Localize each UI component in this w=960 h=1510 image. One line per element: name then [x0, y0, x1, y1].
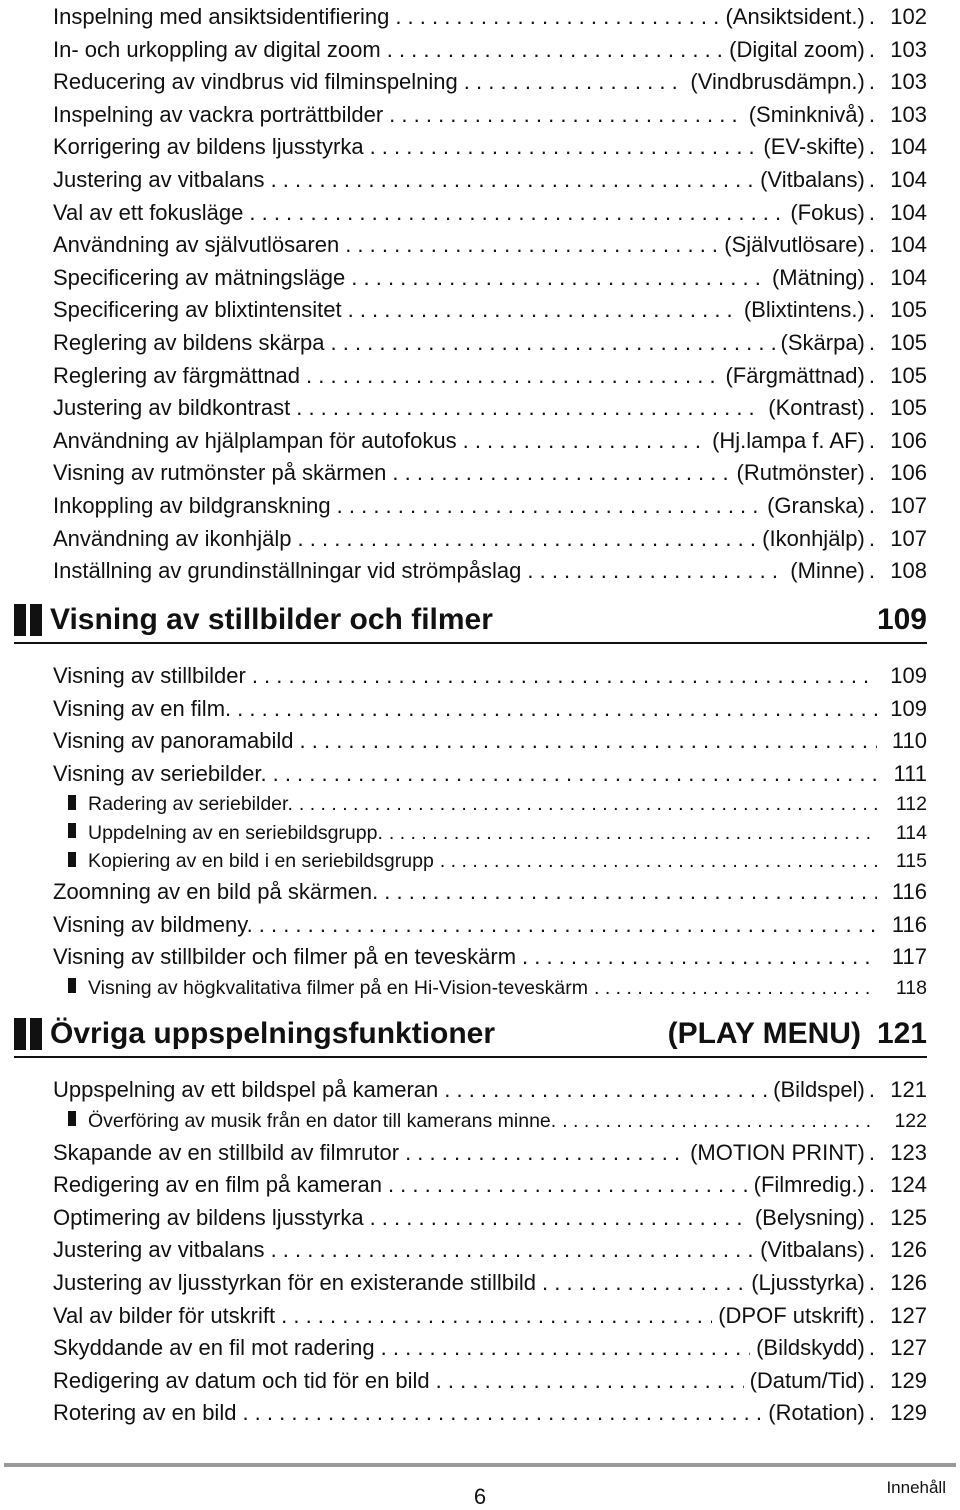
dot-leader	[337, 493, 761, 519]
dot-leader	[296, 395, 762, 421]
separator-dot: .	[868, 69, 875, 95]
page-ref: 105	[890, 297, 927, 323]
entry-title: Visning av rutmönster på skärmen	[53, 460, 387, 486]
menu-name: (Vitbalans)	[760, 167, 865, 192]
entry-title: Användning av hjälplampan för autofokus	[53, 427, 457, 453]
page-ref: 126	[890, 1237, 927, 1263]
entry-title: Inspelning med ansiktsidentifiering	[53, 4, 390, 29]
dot-leader	[464, 69, 685, 95]
separator-dot: .	[868, 460, 875, 486]
toc-entry[interactable]	[53, 33, 927, 63]
entry-title: Reducering av vindbrus vid filminspelning	[53, 69, 458, 95]
toc-entry[interactable]	[53, 1299, 927, 1329]
dot-leader	[306, 363, 719, 389]
toc-entry[interactable]	[53, 908, 927, 938]
menu-name: (Ljusstyrka)	[751, 1270, 865, 1295]
page-ref: 102	[890, 4, 927, 29]
dot-leader	[242, 1400, 762, 1426]
page-ref: 104	[890, 134, 927, 160]
section-page: 121	[876, 1017, 927, 1050]
separator-dot: .	[868, 167, 875, 192]
entry-title: Korrigering av bildens ljusstyrka	[53, 134, 364, 160]
toc-entry[interactable]	[53, 1233, 927, 1263]
page-ref: 109	[890, 663, 927, 688]
toc-entry[interactable]	[53, 0, 927, 30]
section-rule	[14, 1056, 927, 1058]
page-ref: 108	[890, 558, 927, 584]
entry-title: Val av ett fokusläge	[53, 199, 244, 225]
page-ref: 111	[893, 760, 927, 786]
toc-entry[interactable]	[53, 1136, 927, 1166]
page-ref: 129	[890, 1400, 927, 1426]
toc-entry[interactable]	[53, 875, 927, 905]
page-ref: 109	[890, 695, 927, 721]
menu-name: (MOTION PRINT)	[690, 1139, 865, 1165]
dot-leader	[331, 330, 775, 356]
toc-entry[interactable]	[53, 261, 927, 291]
toc-entry[interactable]	[53, 326, 927, 356]
dot-leader	[389, 102, 743, 128]
separator-dot: .	[868, 199, 875, 225]
page-ref: 105	[890, 362, 927, 388]
toc-entry[interactable]	[53, 359, 927, 389]
entry-title: Uppspelning av ett bildspel på kameran	[53, 1077, 439, 1102]
section-rule	[14, 642, 927, 644]
separator-dot: .	[868, 493, 875, 518]
separator-dot: .	[868, 395, 875, 421]
toc-entry[interactable]	[53, 1364, 927, 1394]
entry-title: Reglering av färgmättnad	[53, 362, 301, 388]
separator-dot: .	[868, 1077, 875, 1102]
entry-title: Reglering av bildens skärpa	[53, 330, 325, 355]
dot-leader	[542, 1270, 745, 1296]
toc-entry[interactable]	[53, 98, 927, 128]
menu-name: (Skärpa)	[780, 330, 865, 355]
separator-dot: .	[868, 1172, 875, 1198]
menu-name: (Bildskydd)	[756, 1335, 865, 1361]
entry-title: Inställning av grundinställningar vid strömpåslag	[53, 558, 522, 584]
menu-name: (Digital zoom)	[729, 36, 865, 62]
page-ref: 125	[890, 1204, 927, 1230]
dot-leader	[594, 977, 877, 999]
toc-entry[interactable]	[53, 1201, 927, 1231]
dot-leader	[388, 1172, 748, 1198]
separator-dot: .	[868, 558, 875, 584]
toc-entry[interactable]	[53, 724, 927, 754]
section-menu: (PLAY MENU)	[667, 1017, 861, 1050]
section-heading	[14, 598, 927, 642]
separator-dot: .	[868, 4, 875, 29]
footer-divider	[4, 1463, 956, 1467]
dot-leader	[463, 428, 706, 454]
menu-name: (Hj.lampa f. AF)	[712, 427, 865, 453]
dot-leader	[300, 728, 877, 754]
toc-entry[interactable]	[53, 196, 927, 226]
bullet-icon	[68, 1111, 76, 1126]
entry-title: Inspelning av vackra porträttbilder	[53, 101, 384, 127]
entry-title: Användning av självutlösaren	[53, 232, 340, 258]
separator-dot: .	[868, 1270, 875, 1295]
entry-title: Val av bilder för utskrift	[53, 1302, 276, 1328]
dot-leader	[522, 944, 877, 970]
toc-subentry[interactable]	[68, 818, 927, 844]
page-ref: 117	[891, 944, 927, 970]
menu-name: (Bildspel)	[773, 1077, 865, 1102]
toc-entry[interactable]	[53, 1266, 927, 1296]
entry-title: Justering av bildkontrast	[53, 395, 291, 421]
menu-name: (Blixtintens.)	[743, 297, 865, 323]
entry-title: In- och urkoppling av digital zoom	[53, 36, 381, 62]
dot-leader	[381, 1335, 750, 1361]
dot-leader	[271, 167, 755, 193]
dot-leader	[299, 793, 877, 815]
section-marker-icon	[14, 1018, 42, 1050]
page-ref: 114	[895, 821, 927, 844]
dot-leader	[273, 761, 877, 787]
page-number: 6	[473, 1484, 487, 1509]
entry-title: Specificering av mätningsläge	[53, 264, 346, 290]
menu-name: (Minne)	[790, 558, 865, 584]
menu-name: (Rotation)	[768, 1400, 865, 1426]
toc-subentry[interactable]	[68, 789, 927, 815]
page-ref: 118	[895, 976, 927, 999]
entry-title: Skapande av en stillbild av filmrutor	[53, 1139, 400, 1165]
page-ref: 110	[891, 728, 927, 754]
entry-title: Visning av högkvalitativa filmer på en Hi-Vision-teveskärm	[88, 976, 589, 999]
toc-entry[interactable]	[53, 130, 927, 160]
menu-name: (Datum/Tid)	[749, 1367, 865, 1393]
separator-dot: .	[868, 427, 875, 453]
toc-subentry[interactable]	[68, 973, 927, 999]
separator-dot: .	[868, 264, 875, 290]
page-ref: 127	[890, 1302, 927, 1328]
page-ref: 103	[890, 36, 927, 62]
toc-entry[interactable]	[53, 391, 927, 421]
toc-entry[interactable]	[53, 489, 927, 519]
dot-leader	[370, 134, 758, 160]
toc-entry[interactable]	[53, 659, 927, 689]
section-title: Övriga uppspelningsfunktioner	[50, 1017, 496, 1050]
bullet-icon	[68, 823, 76, 838]
toc-entry[interactable]	[53, 424, 927, 454]
menu-name: (EV-skifte)	[763, 134, 865, 160]
entry-title: Kopiering av en bild i en seriebildsgrupp	[88, 850, 434, 873]
page-ref: 106	[890, 460, 927, 486]
dot-leader	[348, 297, 738, 323]
entry-title: Visning av seriebilder.	[53, 760, 267, 786]
separator-dot: .	[868, 362, 875, 388]
menu-name: (Ikonhjälp)	[762, 525, 865, 551]
dot-leader	[271, 1237, 755, 1263]
separator-dot: .	[868, 1237, 875, 1263]
dot-leader	[389, 822, 877, 844]
section-marker-icon	[14, 604, 42, 636]
dot-leader	[562, 1110, 877, 1132]
page-ref: 103	[890, 101, 927, 127]
toc-entry[interactable]	[53, 522, 927, 552]
separator-dot: .	[868, 1139, 875, 1165]
dot-leader	[237, 696, 877, 722]
page-ref: 129	[890, 1367, 927, 1393]
toc-entry[interactable]	[53, 293, 927, 323]
page-ref: 116	[891, 878, 927, 904]
separator-dot: .	[868, 525, 875, 551]
dot-leader	[392, 460, 730, 486]
dot-leader	[345, 232, 718, 258]
toc-entry[interactable]	[53, 1168, 927, 1198]
dot-leader	[351, 265, 766, 291]
section-page: 109	[876, 603, 927, 636]
page-ref: 123	[890, 1139, 927, 1165]
menu-name: (DPOF utskrift)	[718, 1302, 865, 1328]
dot-leader	[387, 37, 723, 63]
toc-entry[interactable]	[53, 1396, 927, 1426]
page-ref: 127	[890, 1335, 927, 1361]
page-ref: 115	[895, 850, 927, 873]
menu-name: (Mätning)	[771, 264, 865, 290]
toc-entry[interactable]	[53, 228, 927, 258]
entry-title: Visning av bildmeny.	[53, 911, 253, 937]
menu-name: (Rutmönster)	[736, 460, 865, 486]
page-ref: 103	[890, 69, 927, 95]
entry-title: Zoomning av en bild på skärmen.	[53, 878, 379, 904]
page-ref: 126	[890, 1270, 927, 1295]
separator-dot: .	[868, 1204, 875, 1230]
dot-leader	[249, 200, 784, 226]
entry-title: Justering av ljusstyrkan för en existerande stillbild	[53, 1270, 537, 1295]
menu-name: (Belysning)	[754, 1204, 865, 1230]
toc-entry[interactable]	[53, 554, 927, 584]
page-ref: 107	[890, 493, 927, 518]
separator-dot: .	[868, 101, 875, 127]
page-ref: 104	[890, 232, 927, 258]
section-heading	[14, 1012, 927, 1056]
toc-entry[interactable]	[53, 757, 927, 787]
separator-dot: .	[868, 1302, 875, 1328]
dot-leader	[384, 879, 877, 905]
toc-subentry[interactable]	[68, 846, 927, 872]
page-ref: 122	[894, 1109, 927, 1132]
separator-dot: .	[868, 1335, 875, 1361]
page-ref: 124	[890, 1172, 927, 1198]
dot-leader	[259, 912, 877, 938]
page-ref: 121	[890, 1077, 927, 1102]
menu-name: (Färgmättnad)	[725, 362, 865, 388]
toc-entry[interactable]	[53, 1331, 927, 1361]
entry-title: Visning av en film.	[53, 695, 232, 721]
dot-leader	[395, 4, 719, 30]
entry-title: Specificering av blixtintensitet	[53, 297, 342, 323]
dot-leader	[281, 1303, 712, 1329]
page-ref: 107	[890, 525, 927, 551]
entry-title: Radering av seriebilder.	[88, 793, 293, 816]
dot-leader	[370, 1205, 749, 1231]
entry-title: Skyddande av en fil mot radering	[53, 1335, 375, 1361]
entry-title: Överföring av musik från en dator till kamerans minne.	[88, 1109, 557, 1132]
toc-entry[interactable]	[53, 940, 927, 970]
page-ref: 104	[890, 199, 927, 225]
page-ref: 105	[890, 330, 927, 355]
separator-dot: .	[868, 297, 875, 323]
menu-name: (Kontrast)	[768, 395, 865, 421]
menu-name: (Sminknivå)	[748, 101, 865, 127]
entry-title: Rotering av en bild	[53, 1400, 237, 1426]
dot-leader	[436, 1368, 744, 1394]
separator-dot: .	[868, 134, 875, 160]
entry-title: Visning av panoramabild	[53, 728, 294, 754]
menu-name: (Filmredig.)	[753, 1172, 865, 1198]
dot-leader	[298, 526, 757, 552]
section-title: Visning av stillbilder och filmer	[50, 603, 493, 636]
entry-title: Användning av ikonhjälp	[53, 525, 292, 551]
bullet-icon	[68, 795, 76, 810]
entry-title: Visning av stillbilder	[53, 663, 246, 688]
dot-leader	[527, 558, 784, 584]
entry-title: Optimering av bildens ljusstyrka	[53, 1204, 364, 1230]
toc-entry[interactable]	[53, 1073, 927, 1103]
separator-dot: .	[868, 232, 875, 258]
toc-entry[interactable]	[53, 456, 927, 486]
menu-name: (Självutlösare)	[724, 232, 865, 258]
separator-dot: .	[868, 1400, 875, 1426]
toc-entry[interactable]	[53, 692, 927, 722]
entry-title: Redigering av en film på kameran	[53, 1172, 382, 1198]
entry-title: Visning av stillbilder och filmer på en teveskärm	[53, 944, 517, 970]
toc-subentry[interactable]	[68, 1106, 927, 1132]
page-ref: 116	[891, 911, 927, 937]
page-ref: 104	[890, 167, 927, 192]
dot-leader	[440, 850, 877, 872]
menu-name: (Granska)	[767, 493, 865, 518]
entry-title: Inkoppling av bildgranskning	[53, 493, 331, 518]
page-ref: 105	[890, 395, 927, 421]
toc-entry[interactable]	[53, 65, 927, 95]
entry-title: Justering av vitbalans	[53, 1237, 265, 1263]
menu-name: (Ansiktsident.)	[725, 4, 865, 29]
toc-entry[interactable]	[53, 163, 927, 193]
menu-name: (Vindbrusdämpn.)	[690, 69, 865, 95]
separator-dot: .	[868, 1367, 875, 1393]
bullet-icon	[68, 978, 76, 993]
entry-title: Justering av vitbalans	[53, 167, 265, 192]
dot-leader	[405, 1140, 684, 1166]
page-ref: 112	[895, 793, 927, 816]
entry-title: Redigering av datum och tid för en bild	[53, 1367, 430, 1393]
menu-name: (Vitbalans)	[760, 1237, 865, 1263]
page-ref: 106	[890, 427, 927, 453]
separator-dot: .	[868, 36, 875, 62]
separator-dot: .	[868, 330, 875, 355]
bullet-icon	[68, 852, 76, 867]
menu-name: (Fokus)	[790, 199, 865, 225]
dot-leader	[252, 663, 877, 689]
page-ref: 104	[890, 264, 927, 290]
footer-section-label: Innehåll	[886, 1478, 946, 1497]
dot-leader	[444, 1077, 767, 1103]
entry-title: Uppdelning av en seriebildsgrupp.	[88, 821, 383, 844]
